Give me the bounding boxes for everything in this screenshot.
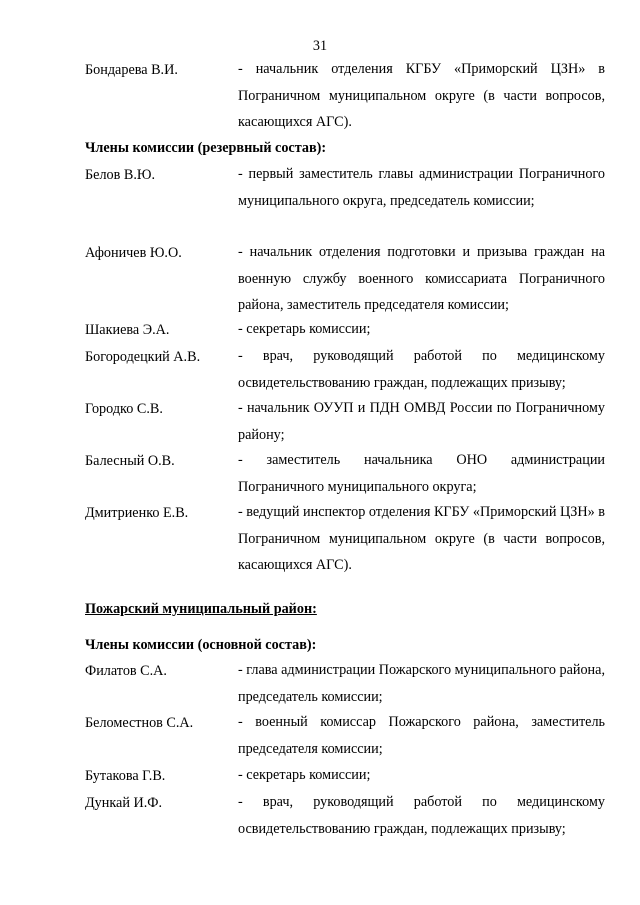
member-name: Бондарева В.И. [85, 62, 178, 78]
member-role: - врач, руководящий работой по медицинскому освидетельствованию граждан, подлежащих призыву; [238, 794, 605, 837]
member-name: Шакиева Э.А. [85, 322, 170, 338]
member-name: Балесный О.В. [85, 453, 175, 469]
member-role: - первый заместитель главы администрации Пограничного муниципального округа, председатель комиссии; [238, 166, 605, 209]
member-role: - начальник отделения КГБУ «Приморский ЦЗН» в Пограничном муниципальном округе (в части вопросов, касающихся АГС). [238, 61, 605, 130]
member-name: Богородецкий А.В. [85, 349, 201, 365]
member-role: - начальник ОУУП и ПДН ОМВД России по Пограничному району; [238, 400, 605, 443]
member-name: Филатов С.А. [85, 663, 167, 679]
member-role: - военный комиссар Пожарского района, заместитель председателя комиссии; [238, 714, 605, 757]
member-name: Дмитриенко Е.В. [85, 505, 189, 521]
district-heading: Пожарский муниципальный район: [85, 601, 317, 617]
member-role: - секретарь комиссии; [238, 321, 371, 337]
section-heading-reserve: Члены комиссии (резервный состав): [85, 140, 327, 156]
member-name: Белов В.Ю. [85, 167, 156, 183]
member-role: - врач, руководящий работой по медицинскому освидетельствованию граждан, подлежащих призыву; [238, 348, 605, 391]
member-name: Беломестнов С.А. [85, 715, 194, 731]
member-role: - глава администрации Пожарского муниципального района, председатель комиссии; [238, 662, 605, 705]
member-name: Афоничев Ю.О. [85, 245, 182, 261]
member-name: Бутакова Г.В. [85, 768, 166, 784]
member-role: - ведущий инспектор отделения КГБУ «Приморский ЦЗН» в Пограничном муниципальном округе (в части вопросов, касающихся АГС). [238, 504, 605, 573]
member-name: Дункай И.Ф. [85, 795, 163, 811]
member-role: - заместитель начальника ОНО администрации Пограничного муниципального округа; [238, 452, 605, 495]
member-name: Городко С.В. [85, 401, 163, 417]
section-heading-main: Члены комиссии (основной состав): [85, 637, 317, 653]
page-number: 31 [312, 38, 328, 54]
member-role: - секретарь комиссии; [238, 767, 371, 783]
member-role: - начальник отделения подготовки и призыва граждан на военную службу военного комиссариата Пограничного района, заместитель председателя комиссии; [238, 244, 605, 313]
